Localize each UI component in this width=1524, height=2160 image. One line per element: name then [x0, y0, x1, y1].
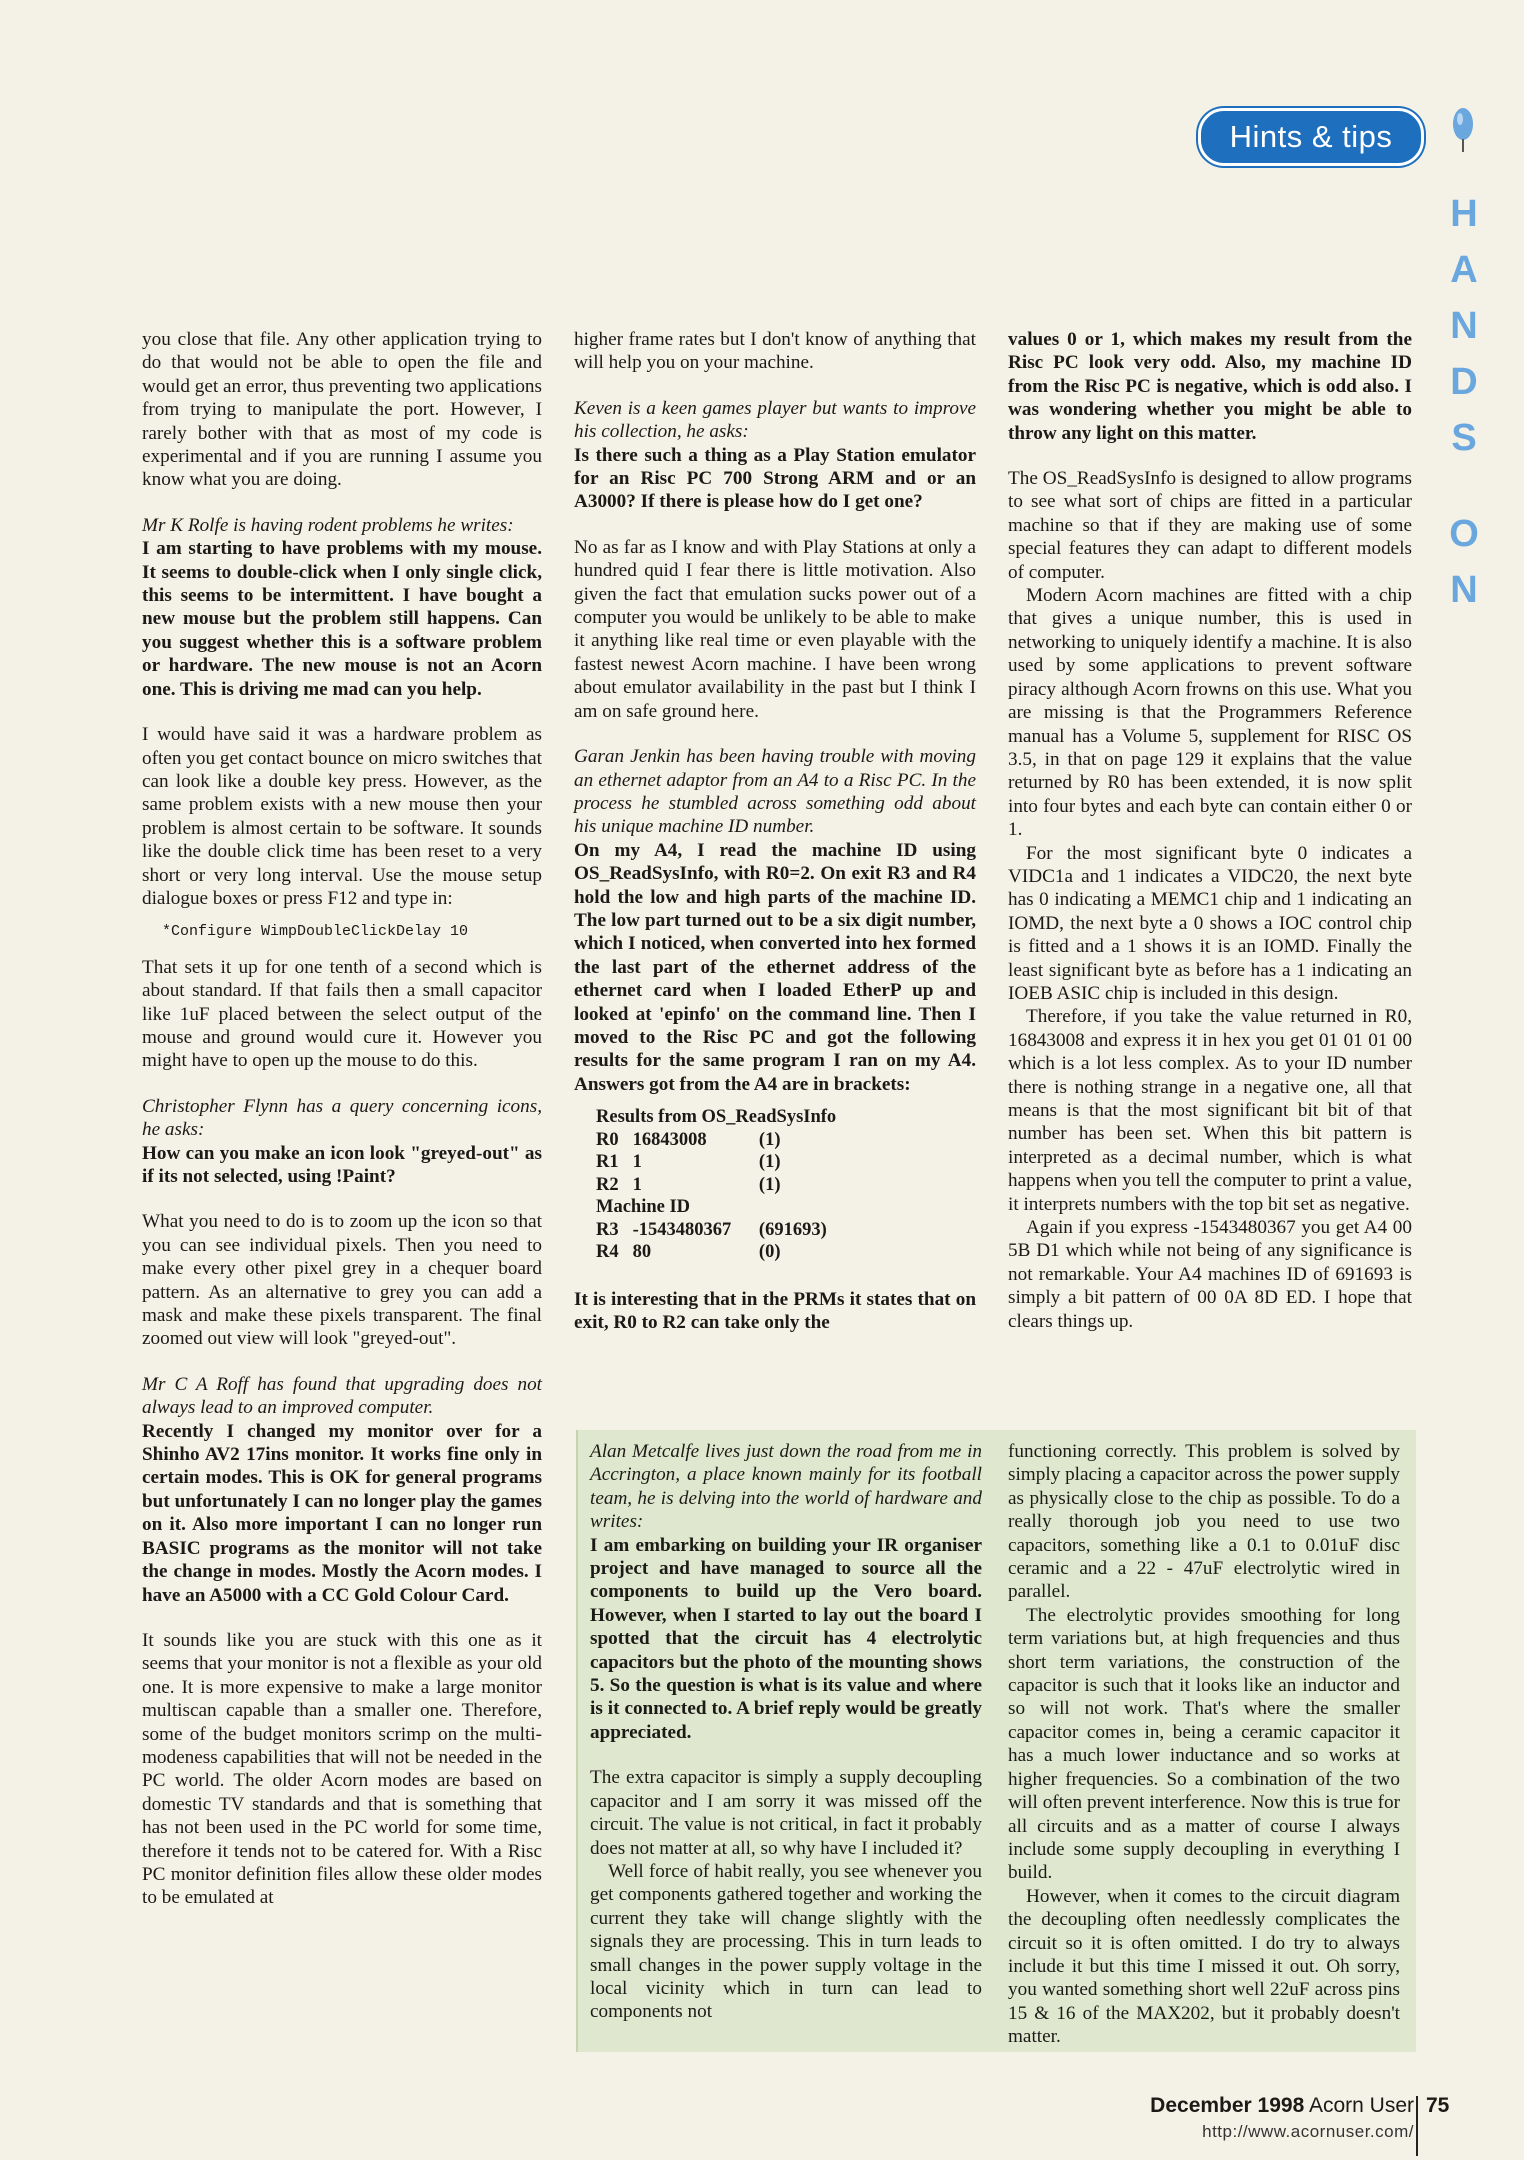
- answer-text: No as far as I know and with Play Stations at only a hundred quid I fear there is little motivation. Also given the fact that emulation sucks power out of a computer you would be unlikely to be able to make it anything like real time or even playable with the fastest newest Acorn machine. I have been wrong about emulator availability in the past but I think I am on safe ground here.: [574, 536, 976, 722]
- code-command: *Configure WimpDoubleClickDelay 10: [162, 923, 469, 941]
- answer-text: you close that file. Any other application trying to do that would not be able to open the file and would get an error, thus preventing two applications from trying to manipulate the port. However, I rarely bother with that as most of my code is experimental and if you are running I assume you know what you are doing.: [142, 329, 542, 491]
- table-row: [596, 1151, 846, 1174]
- brand-letter: O: [1449, 513, 1479, 555]
- answer-text: That sets it up for one tenth of a second which is about standard. If that fails then a small capacitor like 1uF placed between the select output of the mouse and ground would cure it. However you might have to open up the mouse to do this.: [142, 956, 542, 1072]
- reader-question: On my A4, I read the machine ID using OS_ReadSysInfo, with R0=2. On exit R3 and R4 hold the low and high parts of the machine ID. The low part turned out to be a six digit number, which I noticed, when converted into hex formed the last part of the ethernet address of the ethernet card when I loaded EtherP up and looked at 'epinfo' on the command line. Then I moved to the Risc PC and got the following results for the same program I ran on my A4. Answers got from the A4 are in brackets:: [574, 839, 976, 1095]
- answer-text: It sounds like you are stuck with this one as it seems that your monitor is not a flexible as your old one. It is more expensive to make a large monitor multiscan capable than a smaller one. Therefore, some of the budget monitors scrimp on the multi-modeness capabilities that will not be needed in the PC world. The older Acorn modes are based on domestic TV standards and that is something that has not been used in the PC world for some time, therefore it tends not to be catered for. With a Risc PC monitor definition files allow these older modes to be emulated at: [142, 1629, 542, 1909]
- boxed-column-2: [1008, 1440, 1400, 2049]
- register-name: R0: [596, 1129, 619, 1150]
- brand-letter: S: [1451, 417, 1477, 459]
- answer-text: Modern Acorn machines are fitted with a chip that gives a unique number, this is used in networking to uniquely identify a machine. It is also used by some applications to prevent software piracy although Acorn frowns on this use. What you are missing is that the Programmers Reference manual has a Volume 5, supplement for RISC OS 3.5, in that on page 129 it explains that the value returned by R0 has been extended, it is now split into four bytes and each byte can contain either 0 or 1.: [1008, 585, 1412, 841]
- answer-text: functioning correctly. This problem is solved by simply placing a capacitor across the power supply as physically close to the chip as possible. To do a really thorough job you need to use two capacitors, something like a 0.1 to 0.01uF disc ceramic and a 22 - 47uF electrolytic wired in parallel.: [1008, 1441, 1400, 1603]
- reader-question: How can you make an icon look "greyed-out" as if its not selected, using !Paint?: [142, 1142, 542, 1187]
- brand-letter: H: [1450, 193, 1478, 235]
- article-column-3: [1008, 328, 1412, 1333]
- brand-letter: N: [1450, 569, 1478, 611]
- article-column-1: [142, 328, 542, 1910]
- a4-value: (1): [758, 1129, 781, 1150]
- reader-question: I am embarking on building your IR organiser project and have managed to source all the components to build up the Vero board. However, when I started to lay out the board I spotted that the circuit has 4 electrolytic capacitors but the photo of the mounting shows 5. So the question is what is its value and where is it connected to. A brief reply would be greatly appreciated.: [590, 1534, 982, 1743]
- answer-text: The electrolytic provides smoothing for long term variations but, at high frequencies and thus short term variations, the construction of the capacitor is such that it looks like an inductor and so will not work. That's where the smaller capacitor comes in, being a ceramic capacitor it has a much lower inductance and so works at higher frequencies. So a combination of the two will often prevent interference. Now this is true for all circuits and as a matter of course I always include some supply decoupling in everything I build.: [1008, 1604, 1400, 1884]
- register-value: -1543480367: [632, 1219, 732, 1240]
- table-row: [596, 1174, 846, 1197]
- register-name: R4: [596, 1242, 619, 1263]
- answer-text: The OS_ReadSysInfo is designed to allow programs to see what sort of chips are fitted in a particular machine so that if they are making use of some special features they can adapt to different models of computer.: [1008, 468, 1412, 583]
- letter-intro: Mr C A Roff has found that upgrading does not always lead to an improved computer.: [142, 1373, 542, 1419]
- article-column-2: [574, 328, 976, 1335]
- brand-letter: A: [1450, 249, 1478, 291]
- machine-id-label: Machine ID: [596, 1197, 691, 1218]
- answer-text: Well force of habit really, you see whenever you get components gathered together and working the current they take will change slightly with the signals they are processing. This in turn leads to small changes in the power supply voltage in the local vicinity which in turn can lead to components not: [590, 1860, 982, 2023]
- hands-on-vertical-title: [1444, 186, 1484, 618]
- a4-value: (691693): [758, 1219, 827, 1240]
- register-value: 1: [632, 1174, 642, 1195]
- answer-text: Therefore, if you take the value returned in R0, 16843008 and express it in hex you get 01 01 01 00 which is a lot less complex. As to your ID number there is nothing strange in a negative one, all that means is that the most significant bit bit of that number has been set. When this bit pattern is interpreted as a decimal number, which is what happens when you tell the computer to print a value, it interprets numbers with the top bit set as negative.: [1008, 1006, 1412, 1215]
- magazine-name: Acorn User: [1308, 2094, 1414, 2117]
- a4-value: (1): [758, 1174, 781, 1195]
- boxed-column-1: [590, 1440, 982, 2024]
- brand-letter: N: [1450, 305, 1478, 347]
- issue-date: December 1998: [1150, 2094, 1305, 2117]
- reader-question: It is interesting that in the PRMs it states that on exit, R0 to R2 can take only the: [574, 1288, 976, 1334]
- reader-question: Recently I changed my monitor over for a Shinho AV2 17ins monitor. It works fine only in certain modes. This is OK for general programs but unfortunately I can no longer play the games on it. Also more important I can no longer run BASIC programs as the monitor will not take the change in modes. Mostly the Acorn modes. I have an A5000 with a CC Gold Colour Card.: [142, 1420, 542, 1606]
- register-value: 16843008: [632, 1129, 707, 1150]
- website-url: http://www.acornuser.com/: [1202, 2122, 1414, 2141]
- answer-text: The extra capacitor is simply a supply decoupling capacitor and I am sorry it was missed off the circuit. The value is not critical, in fact it probably does not matter at all, so why have I included it?: [590, 1767, 982, 1859]
- answer-text: higher frame rates but I don't know of anything that will help you on your machine.: [574, 329, 976, 374]
- table-row: [596, 1219, 846, 1242]
- letter-intro: Garan Jenkin has been having trouble with moving an ethernet adaptor from an A4 to a Risc PC. In the process he stumbled across something odd about his unique machine ID number.: [574, 746, 976, 838]
- register-name: R1: [596, 1152, 619, 1173]
- section-badge: Hints & tips: [1198, 108, 1424, 166]
- answer-text: I would have said it was a hardware problem as often you get contact bounce on micro switches that can look like a double key press. However, as the same problem exists with a new mouse then your problem is almost certain to be software. It sounds like the double click time has been reset to a very short or very long interval. Use the mouse setup dialogue boxes or press F12 and type in:: [142, 724, 542, 909]
- answer-text: For the most significant byte 0 indicates a VIDC1a and 1 indicates a VIDC20, the next byte has 0 indicating a MEMC1 chip and 1 indicating an IOMD, the next byte a 0 shows a IOC control chip is fitted and a 1 shows it is an IOMD. Finally the least significant byte as before has a 1 indicating an IOEB ASIC chip is included in this design.: [1008, 842, 1412, 1004]
- letter-intro: Christopher Flynn has a query concerning icons, he asks:: [142, 1095, 542, 1141]
- brand-letter: D: [1450, 361, 1478, 403]
- footer-divider: [1416, 2096, 1418, 2156]
- answer-text: What you need to do is to zoom up the icon so that you can see individual pixels. Then you need to make every other pixel grey in a chequer board pattern. As an alternative to grey you can add a mask and make these pixels transparent. The final zoomed out view will look "greyed-out".: [142, 1211, 542, 1350]
- letter-intro: Mr K Rolfe is having rodent problems he writes:: [142, 514, 514, 536]
- reader-question: I am starting to have problems with my mouse. It seems to double-click when I only single click, this seems to be intermittent. I have bought a new mouse but the problem still happens. Can you suggest whether this is a software problem or hardware. The new mouse is not an Acorn one. This is driving me mad can you help.: [142, 538, 542, 700]
- a4-value: (1): [758, 1152, 781, 1173]
- register-value: 80: [632, 1242, 652, 1263]
- page-footer: [1150, 2094, 1414, 2142]
- answer-text: Again if you express -1543480367 you get A4 00 5B D1 which while not being of any significance is not remarkable. Your A4 machines ID of 691693 is simply a bit pattern of 00 0A 8D ED. I hope that clears things up.: [1008, 1217, 1412, 1332]
- reader-question: values 0 or 1, which makes my result from the Risc PC look very odd. Also, my machine ID from the Risc PC is negative, which is odd also. I was wondering whether you might be able to throw any light on this matter.: [1008, 329, 1412, 444]
- results-table: [596, 1106, 846, 1264]
- letter-intro: Keven is a keen games player but wants to improve his collection, he asks:: [574, 397, 976, 443]
- answer-text: However, when it comes to the circuit diagram the decoupling often needlessly complicates the circuit so it is often omitted. I do try to always include it but this time I missed it out. Oh sorry, you wanted something short well 22uF across pins 15 & 16 of the MAX202, but it probably doesn't matter.: [1008, 1885, 1400, 2048]
- register-name: R2: [596, 1174, 619, 1195]
- results-title: Results from OS_ReadSysInfo: [596, 1107, 837, 1128]
- register-value: 1: [632, 1152, 642, 1173]
- letter-intro: Alan Metcalfe lives just down the road from me in Accrington, a place known mainly for its football team, he is delving into the world of hardware and writes:: [590, 1441, 982, 1533]
- reader-question: Is there such a thing as a Play Station emulator for an Risc PC 700 Strong ARM and or an A3000? If there is please how do I get one?: [574, 444, 976, 513]
- a4-value: (0): [758, 1242, 781, 1263]
- page-number: 75: [1426, 2094, 1450, 2117]
- table-row: [596, 1129, 846, 1152]
- table-row: [596, 1241, 846, 1264]
- pushpin-icon: [1452, 106, 1474, 154]
- register-name: R3: [596, 1219, 619, 1240]
